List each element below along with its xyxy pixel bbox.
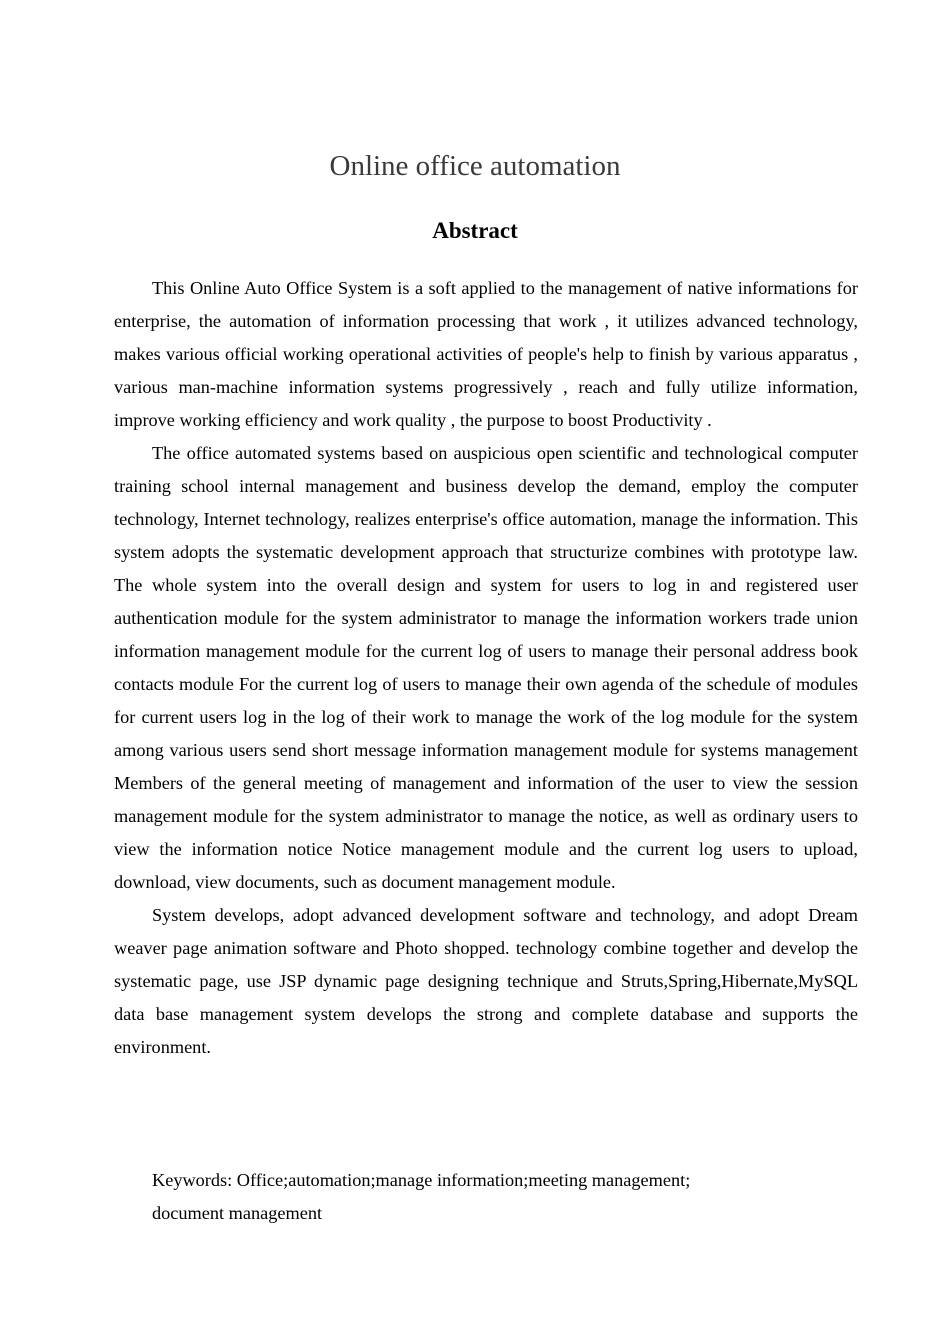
keywords-line-2: document management bbox=[152, 1203, 323, 1223]
document-title: Online office automation bbox=[329, 150, 621, 182]
abstract-paragraph-1: This Online Auto Office System is a soft applied to the management of native informations for enterprise, the automation of information processing that work , it utilizes advanced technology, makes various official working operational activities of people's help to finish by various apparatus , various man-machine information systems progressively , reach and fully utilize information, improve working efficiency and work quality , the purpose to boost Productivity . bbox=[114, 278, 858, 430]
abstract-paragraph-3: System develops, adopt advanced development software and technology, and adopt Dream weaver page animation software and Photo shopped. technology combine together and develop the systematic page, use JSP dynamic page designing technique and Struts,Spring,Hibernate,MySQL data base management system develops the strong and complete database and supports the environment. bbox=[114, 905, 858, 1057]
abstract-heading: Abstract bbox=[432, 218, 518, 243]
abstract-body bbox=[114, 272, 858, 1064]
abstract-paragraph-2: The office automated systems based on auspicious open scientific and technological computer training school internal management and business develop the demand, employ the computer technology, Internet technology, realizes enterprise's office automation, manage the information. This system adopts the systematic development approach that structurize combines with prototype law. The whole system into the overall design and system for users to log in and registered user authentication module for the system administrator to manage the information workers trade union information management module for the current log of users to manage their personal address book contacts module For the current log of users to manage their own agenda of the schedule of modules for current users log in the log of their work to manage the work of the log module for the system among various users send short message information management module for systems management Members of the general meeting of management and information of the user to view the session management module for the system administrator to manage the notice, as well as ordinary users to view the information notice Notice management module and the current log users to upload, download, view documents, such as document management module. bbox=[114, 443, 858, 892]
keywords-block bbox=[152, 1164, 858, 1230]
keywords-line-1: Keywords: Office;automation;manage information;meeting management; bbox=[152, 1170, 691, 1190]
